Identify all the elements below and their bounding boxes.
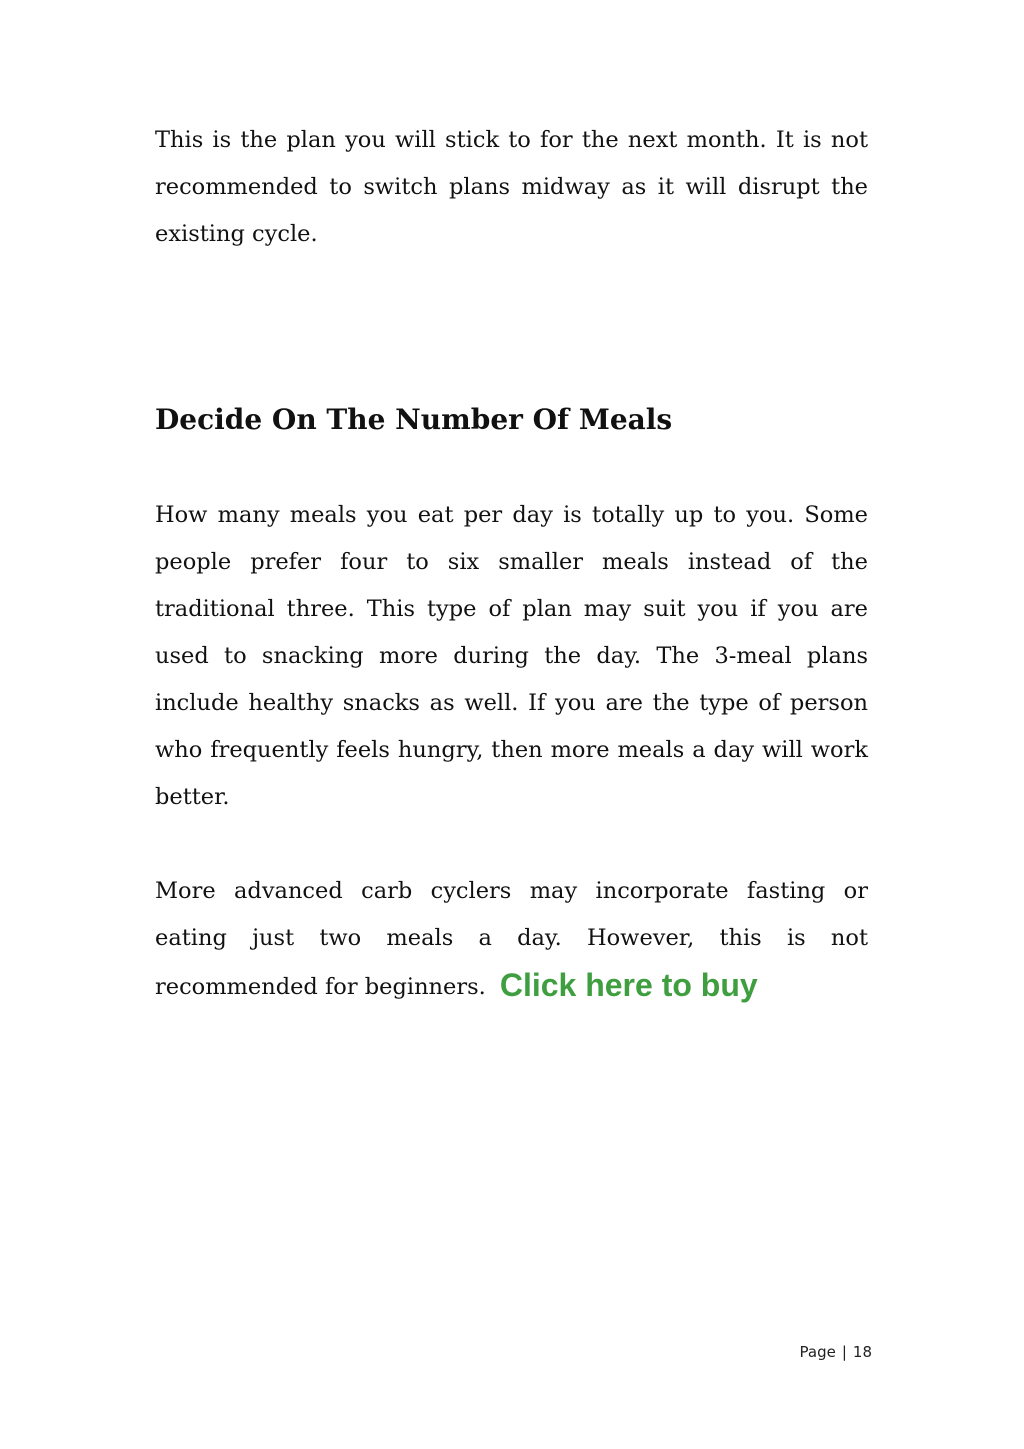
buy-link[interactable]: Click here to buy: [499, 967, 758, 1003]
page-number: 18: [852, 1343, 872, 1361]
page-footer: [800, 1340, 872, 1364]
meals-paragraph: How many meals you eat per day is totally up to you. Some people prefer four to six smaller meals instead of the traditional three. This type of plan may suit you if you are used to snacking more during the day. The 3-meal plans include healthy snacks as well. If you are the type of person who frequently feels hungry, then more meals a day will work better.: [155, 502, 868, 810]
page-separator: |: [841, 1343, 847, 1361]
intro-paragraph: This is the plan you will stick to for the next month. It is not recommended to switch plans midway as it will disrupt the existing cycle.: [155, 127, 868, 247]
section-heading: Decide On The Number Of Meals: [155, 403, 673, 436]
advanced-paragraph-block: [155, 868, 868, 1011]
page-content: [155, 117, 868, 1011]
advanced-paragraph: More advanced carb cyclers may incorporate fasting or eating just two meals a day. However, this is not recommended for beginners.: [155, 878, 868, 1000]
page-label: Page: [799, 1343, 836, 1361]
